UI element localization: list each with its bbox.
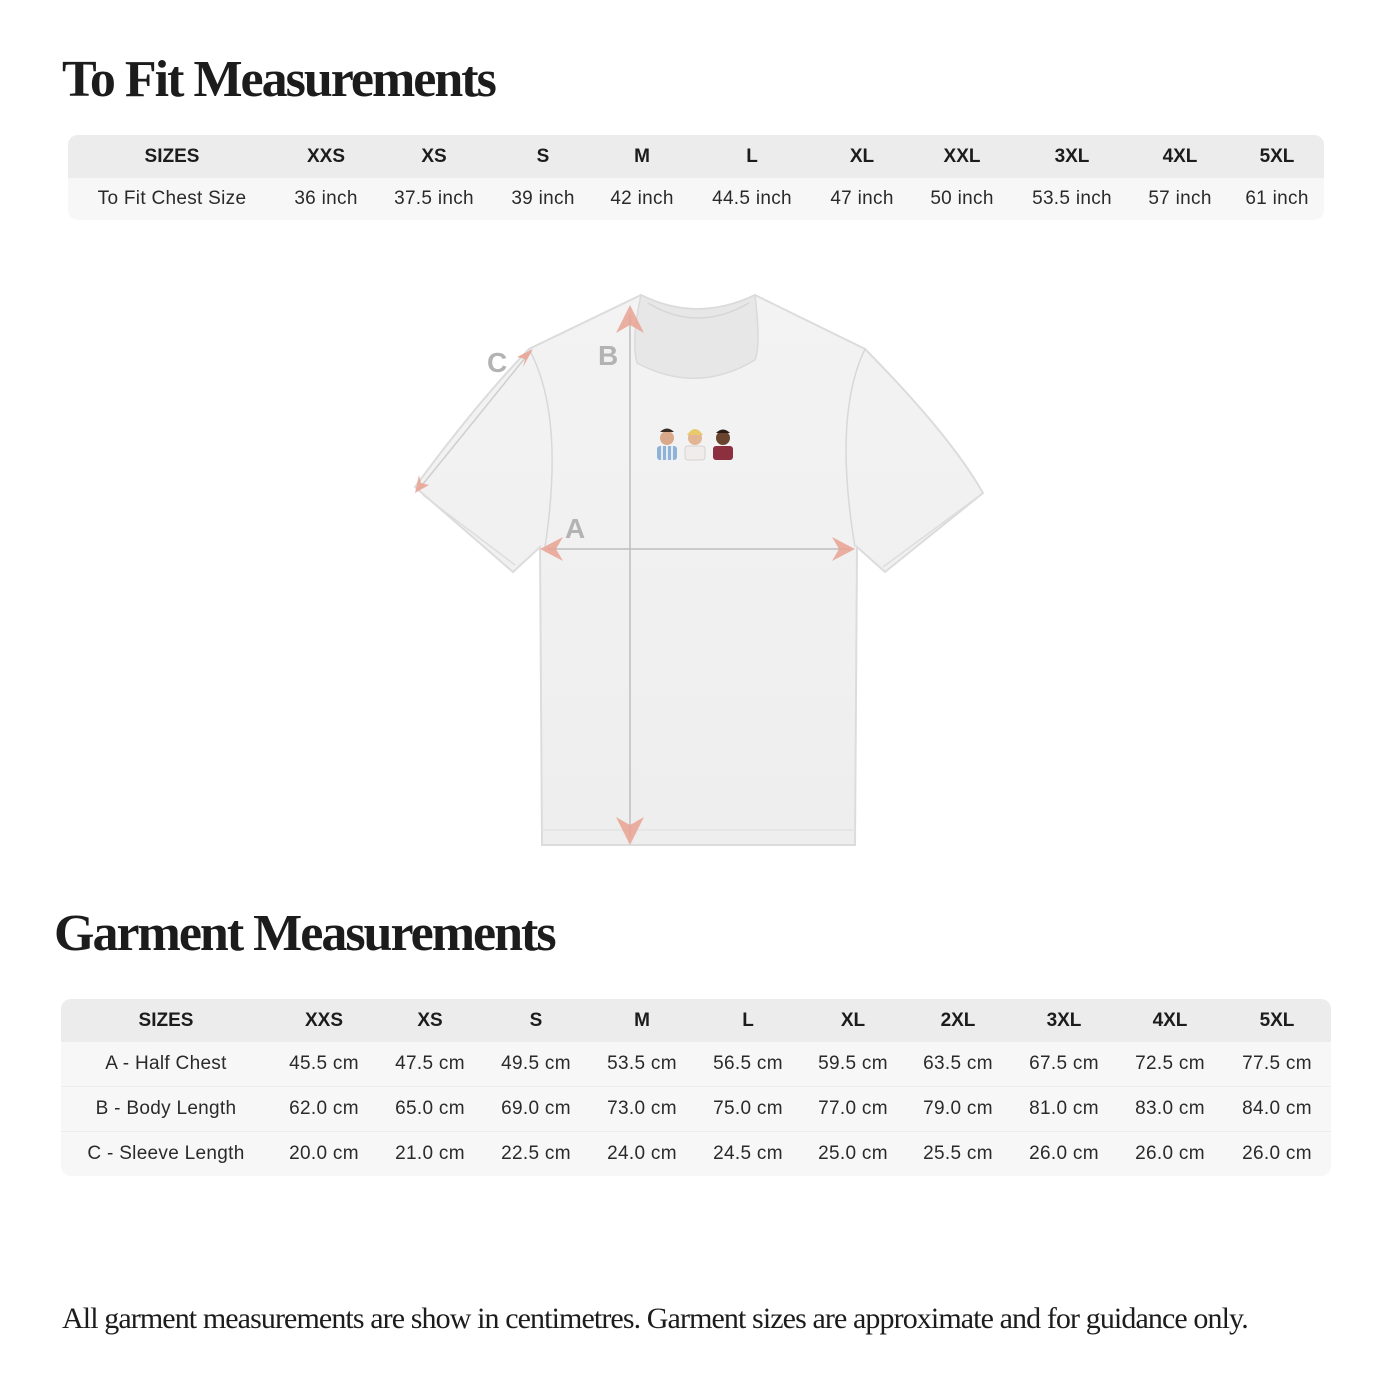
table-row	[68, 178, 1324, 220]
table-cell: 84.0 cm	[1223, 1087, 1331, 1132]
table-cell: 49.5 cm	[501, 1053, 571, 1074]
header-cell: 4XL	[1130, 135, 1230, 178]
header-cell: L	[695, 999, 801, 1042]
table-cell: 25.5 cm	[905, 1132, 1011, 1177]
header-cell: 4XL	[1117, 999, 1223, 1042]
table-cell: 21.0 cm	[377, 1132, 483, 1177]
header-cell: SIZES	[61, 999, 271, 1042]
tshirt-measurement-diagram	[405, 285, 995, 855]
table-row	[61, 1042, 1331, 1087]
label-c: C	[487, 347, 508, 378]
header-cell: 3XL	[1011, 999, 1117, 1042]
measurement-disclaimer: All garment measurements are show in centimetres. Garment sizes are approximate and for guidance only.	[62, 1302, 1248, 1335]
header-cell: XXS	[271, 999, 377, 1042]
header-cell: L	[690, 135, 814, 178]
row-label: B - Body Length	[61, 1087, 271, 1132]
table-header-row	[68, 135, 1324, 178]
header-cell: XXS	[276, 135, 376, 178]
header-cell: XL	[801, 999, 905, 1042]
table-header-row	[61, 999, 1331, 1042]
to-fit-size-table	[68, 135, 1324, 220]
header-cell: XL	[814, 135, 910, 178]
garment-measurement-table	[61, 999, 1331, 1176]
table-cell: 53.5 inch	[1032, 188, 1112, 209]
row-label: To Fit Chest Size	[97, 188, 247, 209]
header-cell: 5XL	[1223, 999, 1331, 1042]
table-cell: 24.5 cm	[695, 1132, 801, 1177]
table-cell: 50 inch	[930, 188, 994, 209]
table-cell: 77.0 cm	[801, 1087, 905, 1132]
table-cell: 39 inch	[511, 188, 575, 209]
table-cell: 24.0 cm	[589, 1132, 695, 1177]
table-cell: 26.0 cm	[1223, 1132, 1331, 1177]
header-cell: S	[483, 999, 589, 1042]
table-row	[61, 1132, 1331, 1177]
table-cell: 77.5 cm	[1242, 1053, 1312, 1074]
header-cell: M	[589, 999, 695, 1042]
table-cell: 22.5 cm	[483, 1132, 589, 1177]
table-cell: 37.5 inch	[394, 188, 474, 209]
row-label: C - Sleeve Length	[61, 1132, 271, 1177]
table-cell: 62.0 cm	[271, 1087, 377, 1132]
header-cell: M	[594, 135, 690, 178]
table-cell: 65.0 cm	[377, 1087, 483, 1132]
header-cell: XS	[377, 999, 483, 1042]
table-row	[61, 1087, 1331, 1132]
header-cell: SIZES	[68, 135, 276, 178]
tshirt-diagram-svg	[405, 285, 995, 855]
to-fit-measurements-title: To Fit Measurements	[62, 51, 495, 108]
table-cell: 56.5 cm	[713, 1053, 783, 1074]
table-cell: 59.5 cm	[818, 1053, 888, 1074]
table-cell: 61 inch	[1245, 188, 1309, 209]
header-cell: S	[492, 135, 594, 178]
table-cell: 45.5 cm	[289, 1053, 359, 1074]
label-b: B	[598, 340, 619, 371]
header-cell: 3XL	[1014, 135, 1130, 178]
table-cell: 47 inch	[830, 188, 894, 209]
garment-measurements-title: Garment Measurements	[54, 905, 555, 962]
table-cell: 20.0 cm	[271, 1132, 377, 1177]
table-cell: 36 inch	[294, 188, 358, 209]
table-cell: 47.5 cm	[395, 1053, 465, 1074]
table-cell: 72.5 cm	[1135, 1053, 1205, 1074]
table-cell: 67.5 cm	[1029, 1053, 1099, 1074]
header-cell: XXL	[910, 135, 1014, 178]
table-cell: 83.0 cm	[1117, 1087, 1223, 1132]
table-cell: 75.0 cm	[695, 1087, 801, 1132]
table-cell: 57 inch	[1148, 188, 1212, 209]
table-cell: 69.0 cm	[483, 1087, 589, 1132]
table-cell: 73.0 cm	[589, 1087, 695, 1132]
header-cell: 2XL	[905, 999, 1011, 1042]
header-cell: 5XL	[1230, 135, 1324, 178]
table-cell: 79.0 cm	[905, 1087, 1011, 1132]
table-cell: 53.5 cm	[607, 1053, 677, 1074]
table-cell: 81.0 cm	[1011, 1087, 1117, 1132]
table-cell: 44.5 inch	[712, 188, 792, 209]
table-cell: 63.5 cm	[923, 1053, 993, 1074]
table-cell: 26.0 cm	[1011, 1132, 1117, 1177]
table-cell: 25.0 cm	[801, 1132, 905, 1177]
table-cell: 42 inch	[610, 188, 674, 209]
label-a: A	[565, 513, 586, 544]
row-label: A - Half Chest	[105, 1053, 227, 1074]
header-cell: XS	[376, 135, 492, 178]
table-cell: 26.0 cm	[1117, 1132, 1223, 1177]
